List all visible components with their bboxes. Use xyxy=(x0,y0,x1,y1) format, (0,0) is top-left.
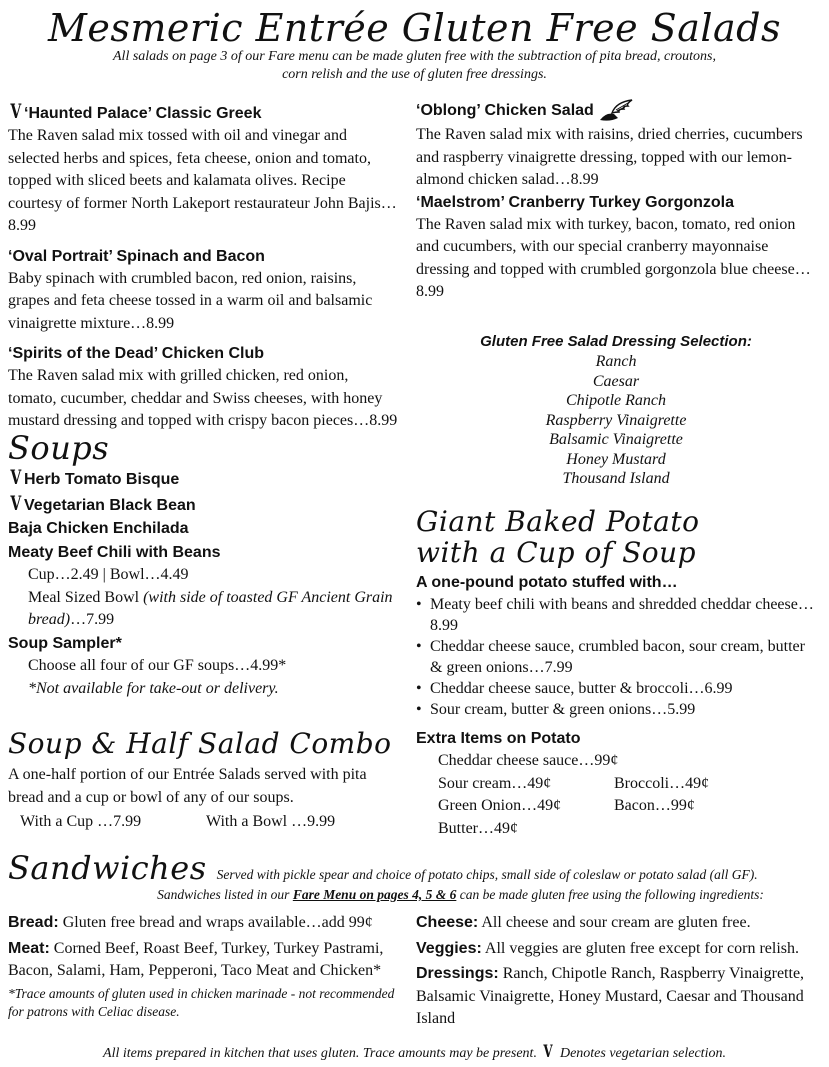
dressing-item: Chipotle Ranch xyxy=(566,392,666,409)
combo-cup-price: With a Cup …7.99 xyxy=(20,813,142,830)
sandwiches-heading: Sandwiches xyxy=(8,849,207,887)
soup-prices: Cup…2.49 | Bowl…4.49 xyxy=(28,566,189,583)
footer-note: All items prepared in kitchen that uses gluten. Trace amounts may be present. V Denotes vegetarian selection. xyxy=(103,1042,726,1062)
extra-item: Butter…49¢ xyxy=(438,819,518,837)
extra-item: Broccoli…49¢ xyxy=(614,774,710,792)
combo-bowl-price: With a Bowl …9.99 xyxy=(206,813,336,830)
soup-sampler-note: *Not available for take-out or delivery. xyxy=(28,679,279,697)
salad-item xyxy=(8,343,398,433)
vegetarian-icon: V xyxy=(543,1042,554,1062)
salad-desc: The Raven salad mix with raisins, dried cherries, cucumbers and raspberry vinaigrette dressing, topped with our lemon-almond chicken salad…8.99 xyxy=(416,126,803,188)
dressing-item: Balsamic Vinaigrette xyxy=(549,431,683,448)
salad-title: ‘Spirits of the Dead’ Chicken Club xyxy=(8,345,265,362)
sandwiches-header xyxy=(8,850,823,904)
salad-title: ‘Haunted Palace’ Classic Greek xyxy=(24,105,262,122)
dressing-item: Ranch xyxy=(595,353,637,370)
dressing-item: Raspberry Vinaigrette xyxy=(545,411,687,429)
salad-desc: The Raven salad mix tossed with oil and vinegar and selected herbs and spices, feta cheese, onion and tomato, topped with sliced beets and kalamata olives. Recipe courtesy of former North Lakeport restaurateur John Bajis…8.99 xyxy=(8,127,397,234)
bread-line: Bread: Gluten free bread and wraps available…add 99¢ xyxy=(8,914,373,931)
fare-menu-link: Fare Menu on pages 4, 5 & 6 xyxy=(292,887,457,902)
salad-item xyxy=(416,192,816,304)
salad-item xyxy=(8,100,398,238)
salads-left xyxy=(8,100,398,433)
dressing-selection xyxy=(416,332,816,489)
potato-heading-2: with a Cup of Soup xyxy=(416,536,697,569)
vegetarian-icon: V xyxy=(10,465,22,489)
extras-grid xyxy=(416,773,816,841)
soups-section xyxy=(8,430,398,700)
combo-desc: A one-half portion of our Entrée Salads served with pita bread and a cup or bowl of any of our soups. xyxy=(8,766,367,806)
potato-heading-1: Giant Baked Potato xyxy=(416,505,700,538)
soup-sampler-title: Soup Sampler* xyxy=(8,634,122,652)
page-title: Mesmeric Entrée Gluten Free Salads xyxy=(47,6,781,50)
extra-item: Cheddar cheese sauce…99¢ xyxy=(438,752,619,769)
winged-shoe-icon xyxy=(598,98,634,124)
dressings-line: Dressings: Ranch, Chipotle Ranch, Raspberry Vinaigrette, Balsamic Vinaigrette, Honey Mustard, Caesar and Thousand Island xyxy=(416,965,805,1027)
dressing-item: Caesar xyxy=(592,372,640,390)
potato-option: • Cheddar cheese sauce, crumbled bacon, sour cream, butter & green onions…7.99 xyxy=(416,638,805,676)
dressing-item: Honey Mustard xyxy=(566,450,666,468)
salad-title: ‘Maelstrom’ Cranberry Turkey Gorgonzola xyxy=(416,193,735,211)
potato-option: • Sour cream, butter & green onions…5.99 xyxy=(416,701,696,718)
potato-intro: A one-pound potato stuffed with… xyxy=(416,574,678,591)
salad-title: ‘Oblong’ Chicken Salad xyxy=(416,102,594,120)
salad-title: ‘Oval Portrait’ Spinach and Bacon xyxy=(8,247,265,265)
vegetarian-icon: V xyxy=(10,99,22,123)
soup-sampler-desc: Choose all four of our GF soups…4.99* xyxy=(28,657,287,674)
page-subtitle: All salads on page 3 of our Fare menu can be made gluten free with the subtraction of pita bread, croutons, corn relish and the use of gluten free dressings. xyxy=(113,49,716,82)
salad-desc: The Raven salad mix with turkey, bacon, tomato, red onion and cucumbers, with our special cranberry mayonnaise dressing and topped with crumbled gorgonzola blue cheese…8.99 xyxy=(416,215,811,300)
extras-heading: Extra Items on Potato xyxy=(416,730,581,747)
meat-line: Meat: Corned Beef, Roast Beef, Turkey, Turkey Pastrami, Bacon, Salami, Ham, Pepperoni, Taco Meat and Chicken* xyxy=(8,939,384,979)
combo-section xyxy=(8,726,398,833)
salad-item xyxy=(8,246,398,336)
soups-heading: Soups xyxy=(8,429,110,467)
sandwiches-left xyxy=(8,912,406,1021)
extra-item: Green Onion…49¢ xyxy=(438,797,562,814)
veggies-line: Veggies: All veggies are gluten free except for corn relish. xyxy=(416,939,800,957)
sandwiches-note: Served with pickle spear and choice of potato chips, small side of coleslaw or potato salad (all GF). xyxy=(216,867,758,882)
meat-note: *Trace amounts of gluten used in chicken marinade - not recommended for patrons with Celiac disease. xyxy=(8,985,395,1019)
potato-option: • Cheddar cheese sauce, butter & broccoli…6.99 xyxy=(416,680,733,697)
cheese-line: Cheese: All cheese and sour cream are gluten free. xyxy=(416,914,751,931)
dressing-list xyxy=(416,352,816,489)
salad-desc: The Raven salad mix with grilled chicken, red onion, tomato, cucumber, cheddar and Swiss cheeses, with honey mustard dressing and topped with crispy bacon pieces…8.99 xyxy=(8,367,398,429)
meal-bowl: Meal Sized Bowl (with side of toasted GF Ancient Grain bread)…7.99 xyxy=(28,588,393,628)
salad-desc: Baby spinach with crumbled bacon, red onion, raisins, grapes and feta cheese tossed in a warm oil and balsamic vinaigrette mixture…8.99 xyxy=(8,269,373,332)
potato-option: • Meaty beef chili with beans and shredded cheddar cheese…8.99 xyxy=(416,596,814,634)
salads-right xyxy=(416,98,816,304)
dressing-item: Thousand Island xyxy=(562,470,670,487)
sandwiches-right xyxy=(416,912,826,1031)
salad-item xyxy=(416,98,816,192)
potato-section xyxy=(416,506,816,840)
sandwiches-note-2: Sandwiches listed in our Fare Menu on pages 4, 5 & 6 can be made gluten free using the following ingredients: xyxy=(157,887,764,902)
extra-item: Bacon…99¢ xyxy=(614,797,695,814)
dressing-heading: Gluten Free Salad Dressing Selection: xyxy=(480,333,752,350)
soup-item: V Herb Tomato Bisque xyxy=(10,465,180,489)
soup-item: Meaty Beef Chili with Beans xyxy=(8,543,221,561)
soup-item: Baja Chicken Enchilada xyxy=(8,520,189,537)
combo-heading: Soup & Half Salad Combo xyxy=(8,727,392,760)
soup-item: V Vegetarian Black Bean xyxy=(10,490,196,515)
extra-item: Sour cream…49¢ xyxy=(438,774,552,792)
vegetarian-icon: V xyxy=(10,490,22,515)
